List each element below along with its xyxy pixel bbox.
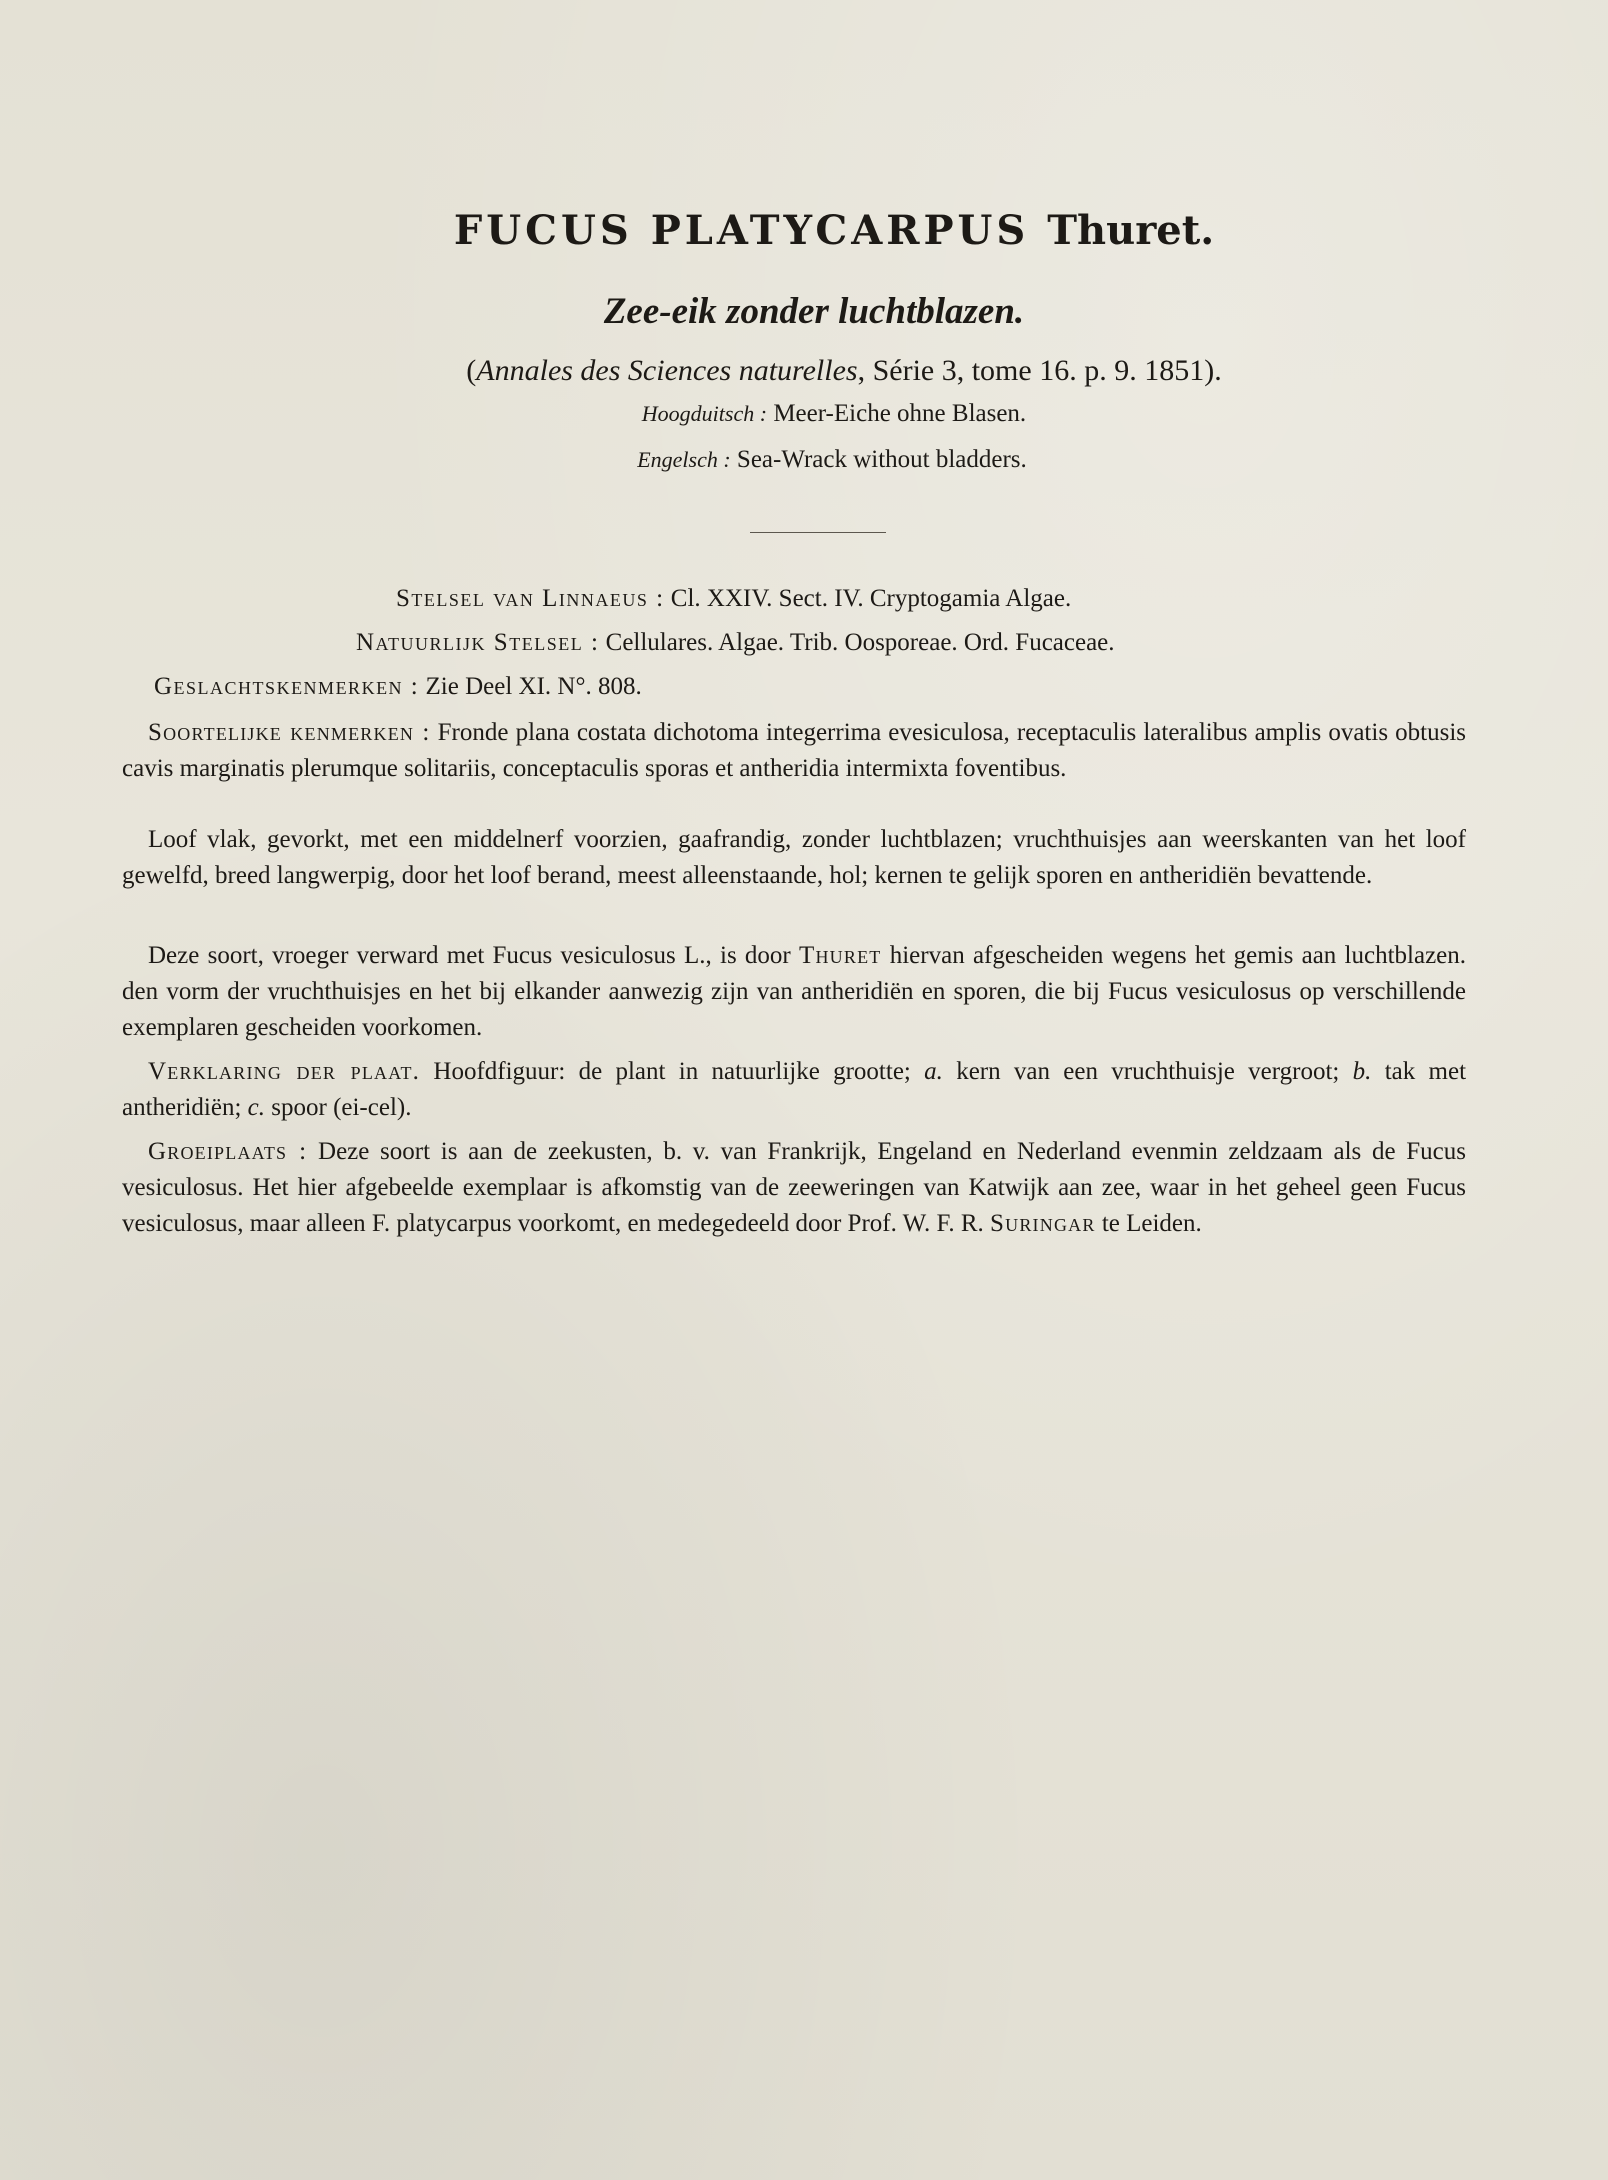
plate-text-a: kern van een vruchthuisje vergroot; [956,1058,1340,1085]
genus-value: Zie Deel XI. N°. 808. [425,673,642,700]
linnaeus-value: Cl. XXIV. Sect. IV. Cryptogamia Algae. [670,585,1072,612]
plate-text-c: spoor (ei-cel). [271,1094,412,1121]
title-author: Thuret. [1047,207,1215,254]
dutch-name: Zee-eik zonder luchtblazen. [603,291,1025,332]
natural-system-label: Natuurlijk Stelsel : [356,629,600,656]
plate-label-c: c. [247,1094,266,1121]
habitat-paragraph [122,1134,1466,1242]
english-name-line [0,444,1608,476]
history-text-end: hiervan afgescheiden wegens het gemis aan luchtblazen. den vorm der vruchthuisjes en het bij elkander aanwezig zijn van antheridiën en sporen, die bij Fucus vesiculosus op verschillende exemplaren gescheiden voorkomen. [122,942,1467,1041]
genus-line [154,671,642,703]
habitat-label: Groeiplaats : [148,1138,308,1165]
divider-rule [750,532,886,533]
species-characters-label: Soortelijke kenmerken : [148,719,431,746]
reference-line [0,352,1608,390]
german-name: Meer-Eiche ohne Blasen. [773,400,1027,427]
description-text: Loof vlak, gevorkt, met een middelnerf voorzien, gaafrandig, zonder luchtblazen; vruchthuisjes aan weerskanten van het loof gewelfd, breed langwerpig, door het loof berand, meest alleenstaande, hol; kernen te gelijk sporen en antheridiën bevattende. [122,826,1466,889]
natural-system-value: Cellulares. Algae. Trib. Oosporeae. Ord. Fucaceae. [605,629,1115,656]
german-name-line [0,398,1608,430]
natural-system-line [356,627,1115,659]
plate-text-main: Hoofdfiguur: de plant in natuurlijke grootte; [433,1058,911,1085]
reference-details: , Série 3, tome 16. p. 9. 1851). [857,354,1222,387]
species-characters-text: Fronde plana costata dichotoma integerrima evesiculosa, receptaculis lateralibus amplis ovatis obtusis cavis marginatis plerumque solitariis, conceptaculis sporas et antheridia intermixta foventibus. [122,719,1467,782]
english-label: Engelsch : [637,447,731,472]
reference-open: ( [466,354,477,387]
description-paragraph [122,822,1466,894]
history-paragraph [122,938,1466,1046]
plate-explanation-label: Verklaring der plaat. [148,1058,421,1085]
plate-label-b: b. [1352,1058,1372,1085]
linnaeus-line [396,583,1071,615]
habitat-text-start: Deze soort is aan de zeekusten, b. v. van Frankrijk, Engeland en Nederland evenmin zeldzaam als de Fucus vesiculosus. Het hier afgebeelde exemplaar is afkomstig van de zeeweringen van Katwijk aan zee, waar in het geheel geen Fucus vesiculosus, maar alleen F. platycarpus voorkomt, en medegedeeld door Prof. W. F. R. [122,1138,1466,1237]
english-name: Sea-Wrack without bladders. [736,446,1027,473]
habitat-person-name: Suringar [990,1210,1096,1237]
plate-explanation-paragraph [122,1054,1466,1126]
habitat-text-end: te Leiden. [1101,1210,1202,1237]
history-text-start: Deze soort, vroeger verward met Fucus vesiculosus L., is door [148,942,791,969]
plate-text-b: tak met antheridiën; [122,1058,1467,1121]
linnaeus-label: Stelsel van Linnaeus : [396,585,665,612]
german-label: Hoogduitsch : [641,401,768,426]
title-main: FUCUS PLATYCARPUS [453,207,1030,254]
plate-label-a: a. [924,1058,943,1085]
species-characters-paragraph [122,715,1466,787]
history-author-name: Thuret [799,942,882,969]
reference-journal: Annales des Sciences naturelles [476,354,858,387]
species-title [0,205,1608,257]
genus-label: Geslachtskenmerken : [154,673,420,700]
